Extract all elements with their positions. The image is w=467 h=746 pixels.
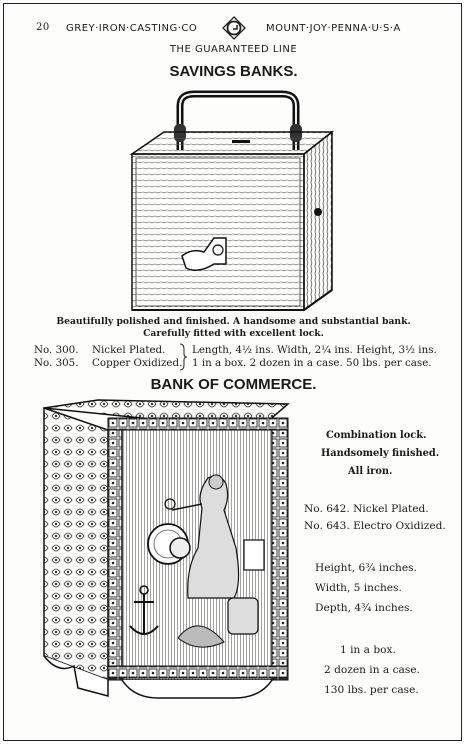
savings-caption-line2: Carefully fitted with excellent lock. (143, 328, 324, 339)
model-643: No. 643. Electro Oxidized. (304, 520, 446, 532)
section-title-bank-of-commerce: BANK OF COMMERCE. (150, 376, 317, 393)
page-number: 20 (36, 22, 50, 33)
savings-dimensions: Length, 4½ ins. Width, 2¼ ins. Height, 3½ ins. (192, 344, 437, 356)
company-logo (222, 16, 246, 40)
model-642: No. 642. Nickel Plated. (304, 503, 429, 515)
model-305-finish: Copper Oxidized. (92, 357, 183, 369)
feature-all-iron: All iron. (348, 466, 393, 477)
model-305-number: No. 305. (34, 357, 79, 369)
pack-case: 2 dozen in a case. (324, 664, 420, 676)
height-spec: Height, 6¾ inches. (315, 562, 417, 574)
company-name: GREY·IRON·CASTING·CO (66, 23, 198, 34)
model-300-finish: Nickel Plated. (92, 344, 166, 356)
pack-box: 1 in a box. (340, 644, 396, 656)
width-spec: Width, 5 inches. (315, 582, 402, 594)
savings-caption-line1: Beautifully polished and finished. A handsome and substantial bank. (56, 316, 411, 327)
subtitle: THE GUARANTEED LINE (169, 44, 298, 55)
depth-spec: Depth, 4¾ inches. (315, 602, 413, 614)
savings-packing: 1 in a box. 2 dozen in a case. 50 lbs. per case. (192, 357, 432, 369)
company-location: MOUNT·JOY·PENNA·U·S·A (266, 23, 401, 34)
catalog-page (3, 3, 462, 741)
pack-weight: 130 lbs. per case. (324, 684, 419, 696)
savings-bank-illustration (122, 88, 348, 314)
brace-icon (177, 343, 189, 371)
model-300-number: No. 300. (34, 344, 79, 356)
feature-combination-lock: Combination lock. (326, 430, 427, 441)
feature-handsomely-finished: Handsomely finished. (321, 448, 440, 459)
section-title-savings-banks: SAVINGS BANKS. (169, 63, 298, 80)
bank-of-commerce-illustration (38, 398, 294, 700)
